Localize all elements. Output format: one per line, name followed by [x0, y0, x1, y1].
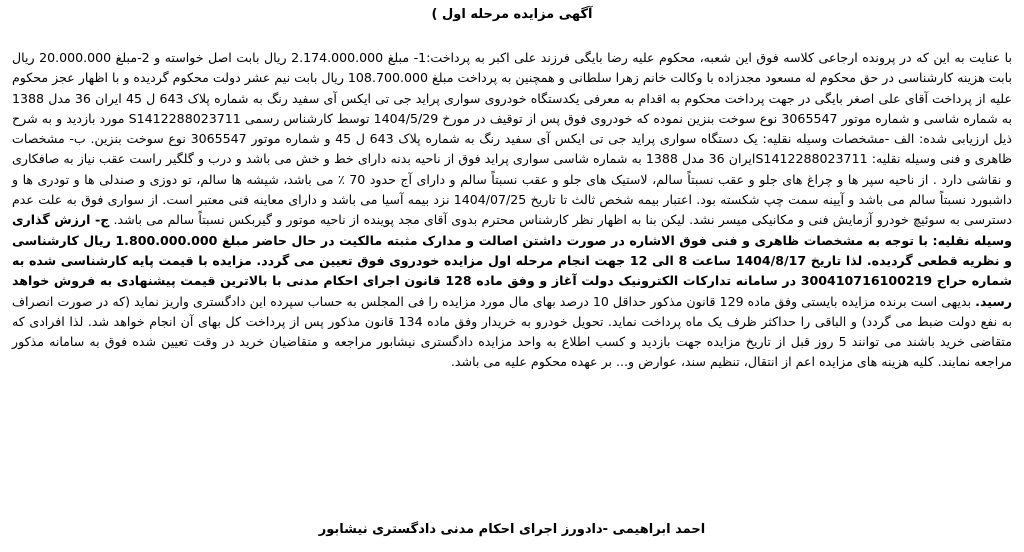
notice-body-part2: بدیهی است برنده مزایده بایستی وفق ماده 129 قانون مذکور حداقل 10 درصد بهای مال مورد مزایده را فی المجلس به حساب سپرده این دادگستری واریز نماید (که در صورت انصراف به نفع دولت ضبط می گردد) و الباقی را حداکثر ظرف یک ماه پرداخت نماید. تحویل خودرو به خریدار وفق ماده 134 قانون مذکور پس از پرداخت کل بهای آن انجام خواهد شد. لذا افرادی که متقاضی خرید باشند می توانند 5 روز قبل از تاریخ مزایده جهت بازدید و کسب اطلاع به واحد مزایده دادگستری نیشابور مراجعه و متقاضیان خرید در وقت تعیین شده فوق به سامانه مذکور مراجعه نمایند. کلیه هزینه های مزایده اعم از انتقال، تنظیم سند، عوارض و... بر عهده محکوم علیه می باشد.	[12, 293, 1013, 370]
notice-body-part1: با عنایت به این که در پرونده ارجاعی کلاسه فوق این شعبه، محکوم علیه رضا بایگی فرزند علی اکبر به پرداخت:1- مبلغ 2.174.000.000 ریال بابت اصل خواسته و 2-مبلغ 20.000.000 ریال بابت هزینه کارشناسی در حق محکوم له مسعود مجدزاده با وکالت خانم زهرا سلطانی و همچنین به پرداخت مبلغ 108.700.000 ریال بابت نیم عشر دولت محکوم گردیده و با اظهار عجز محکوم علیه از پرداخت آقای علی اصغر بایگی در جهت پرداخت محکوم به اقدام به معرفی یکدستگاه خودروی سواری پراید جی تی ایکس آی سفید رنگ به شماره پلاک 643 ل 45 ایران 36 مدل 1388 به شماره شاسی و شماره موتور 3065547 نوع سوخت بنزین نموده که خودروی فوق پس از توقیف در مورخ 1404/5/29 توسط کارشناس رسمی S1412288023711 مورد بازدید و به شرح ذیل ارزیابی شده: الف -مشخصات وسیله نقلیه: یک دستگاه سواری پراید جی تی ایکس آی سفید رنگ به شماره پلاک 643 ل 45 و شماره موتور 3065547 نوع سوخت بنزین. ب- مشخصات ظاهری و فنی وسیله نقلیه: S1412288023711ایران 36 مدل 1388 به شماره شاسی سواری پراید فوق از ناحیه بدنه دارای خط و خش می باشد و درب و گلگیر راست عقب نیاز به صافکاری و نقاشی دارد . از ناحیه سپر ها و چراغ های جلو و عقب نسبتاً سالم، لاستیک های جلو و عقب نسبتاً سالم و دارای آج حدود 70 ٪ می باشد، شیشه ها سالم، تو دوزی و صندلی ها و تودری ها و داشبورد نسبتاً سالم می باشد و آیینه سمت چپ شکسته بود. اعتبار بیمه شخص ثالث تا تاریخ 1404/07/25 نزد بیمه آسیا می باشد و دارای معاینه فنی معتبر است. از سواری فوق به علت عدم دسترسی به سوئیچ خودرو آزمایش فنی و مکانیکی میسر نشد. لیکن بنا به اظهار نظر کارشناس محترم بدوی آقای مجد پوینده از ناحیه موتور و گیربکس نسبتاً سالم می باشد.	[12, 50, 1013, 228]
notice-body	[12, 48, 1012, 373]
notice-body-valuation: ج- ارزش گذاری وسیله نقلیه: با توجه به مشخصات ظاهری و فنی فوق الاشاره در صورت داشتن اصالت و مدارک مثبته مالکیت در حال حاضر مبلغ 1.800.000.000 ریال کارشناسی و نظریه قطعی گردیده. لذا تاریخ 1404/8/17 ساعت 8 الی 12 جهت انجام مرحله اول مزایده خودروی فوق تعیین می گردد. مزایده با قیمت پایه کارشناسی شده به شماره حراج 300410716100219 در سامانه تدارکات الکترونیک دولت آغاز و وفق ماده 128 قانون اجرای احکام مدنی با بالاترین قیمت پیشنهادی به فروش خواهد رسید.	[12, 212, 1012, 309]
notice-signature: احمد ابراهیمی -دادورز اجرای احکام مدنی دادگستری نیشابور	[318, 522, 706, 537]
notice-title: آگهی مزایده مرحله اول )	[431, 7, 593, 22]
